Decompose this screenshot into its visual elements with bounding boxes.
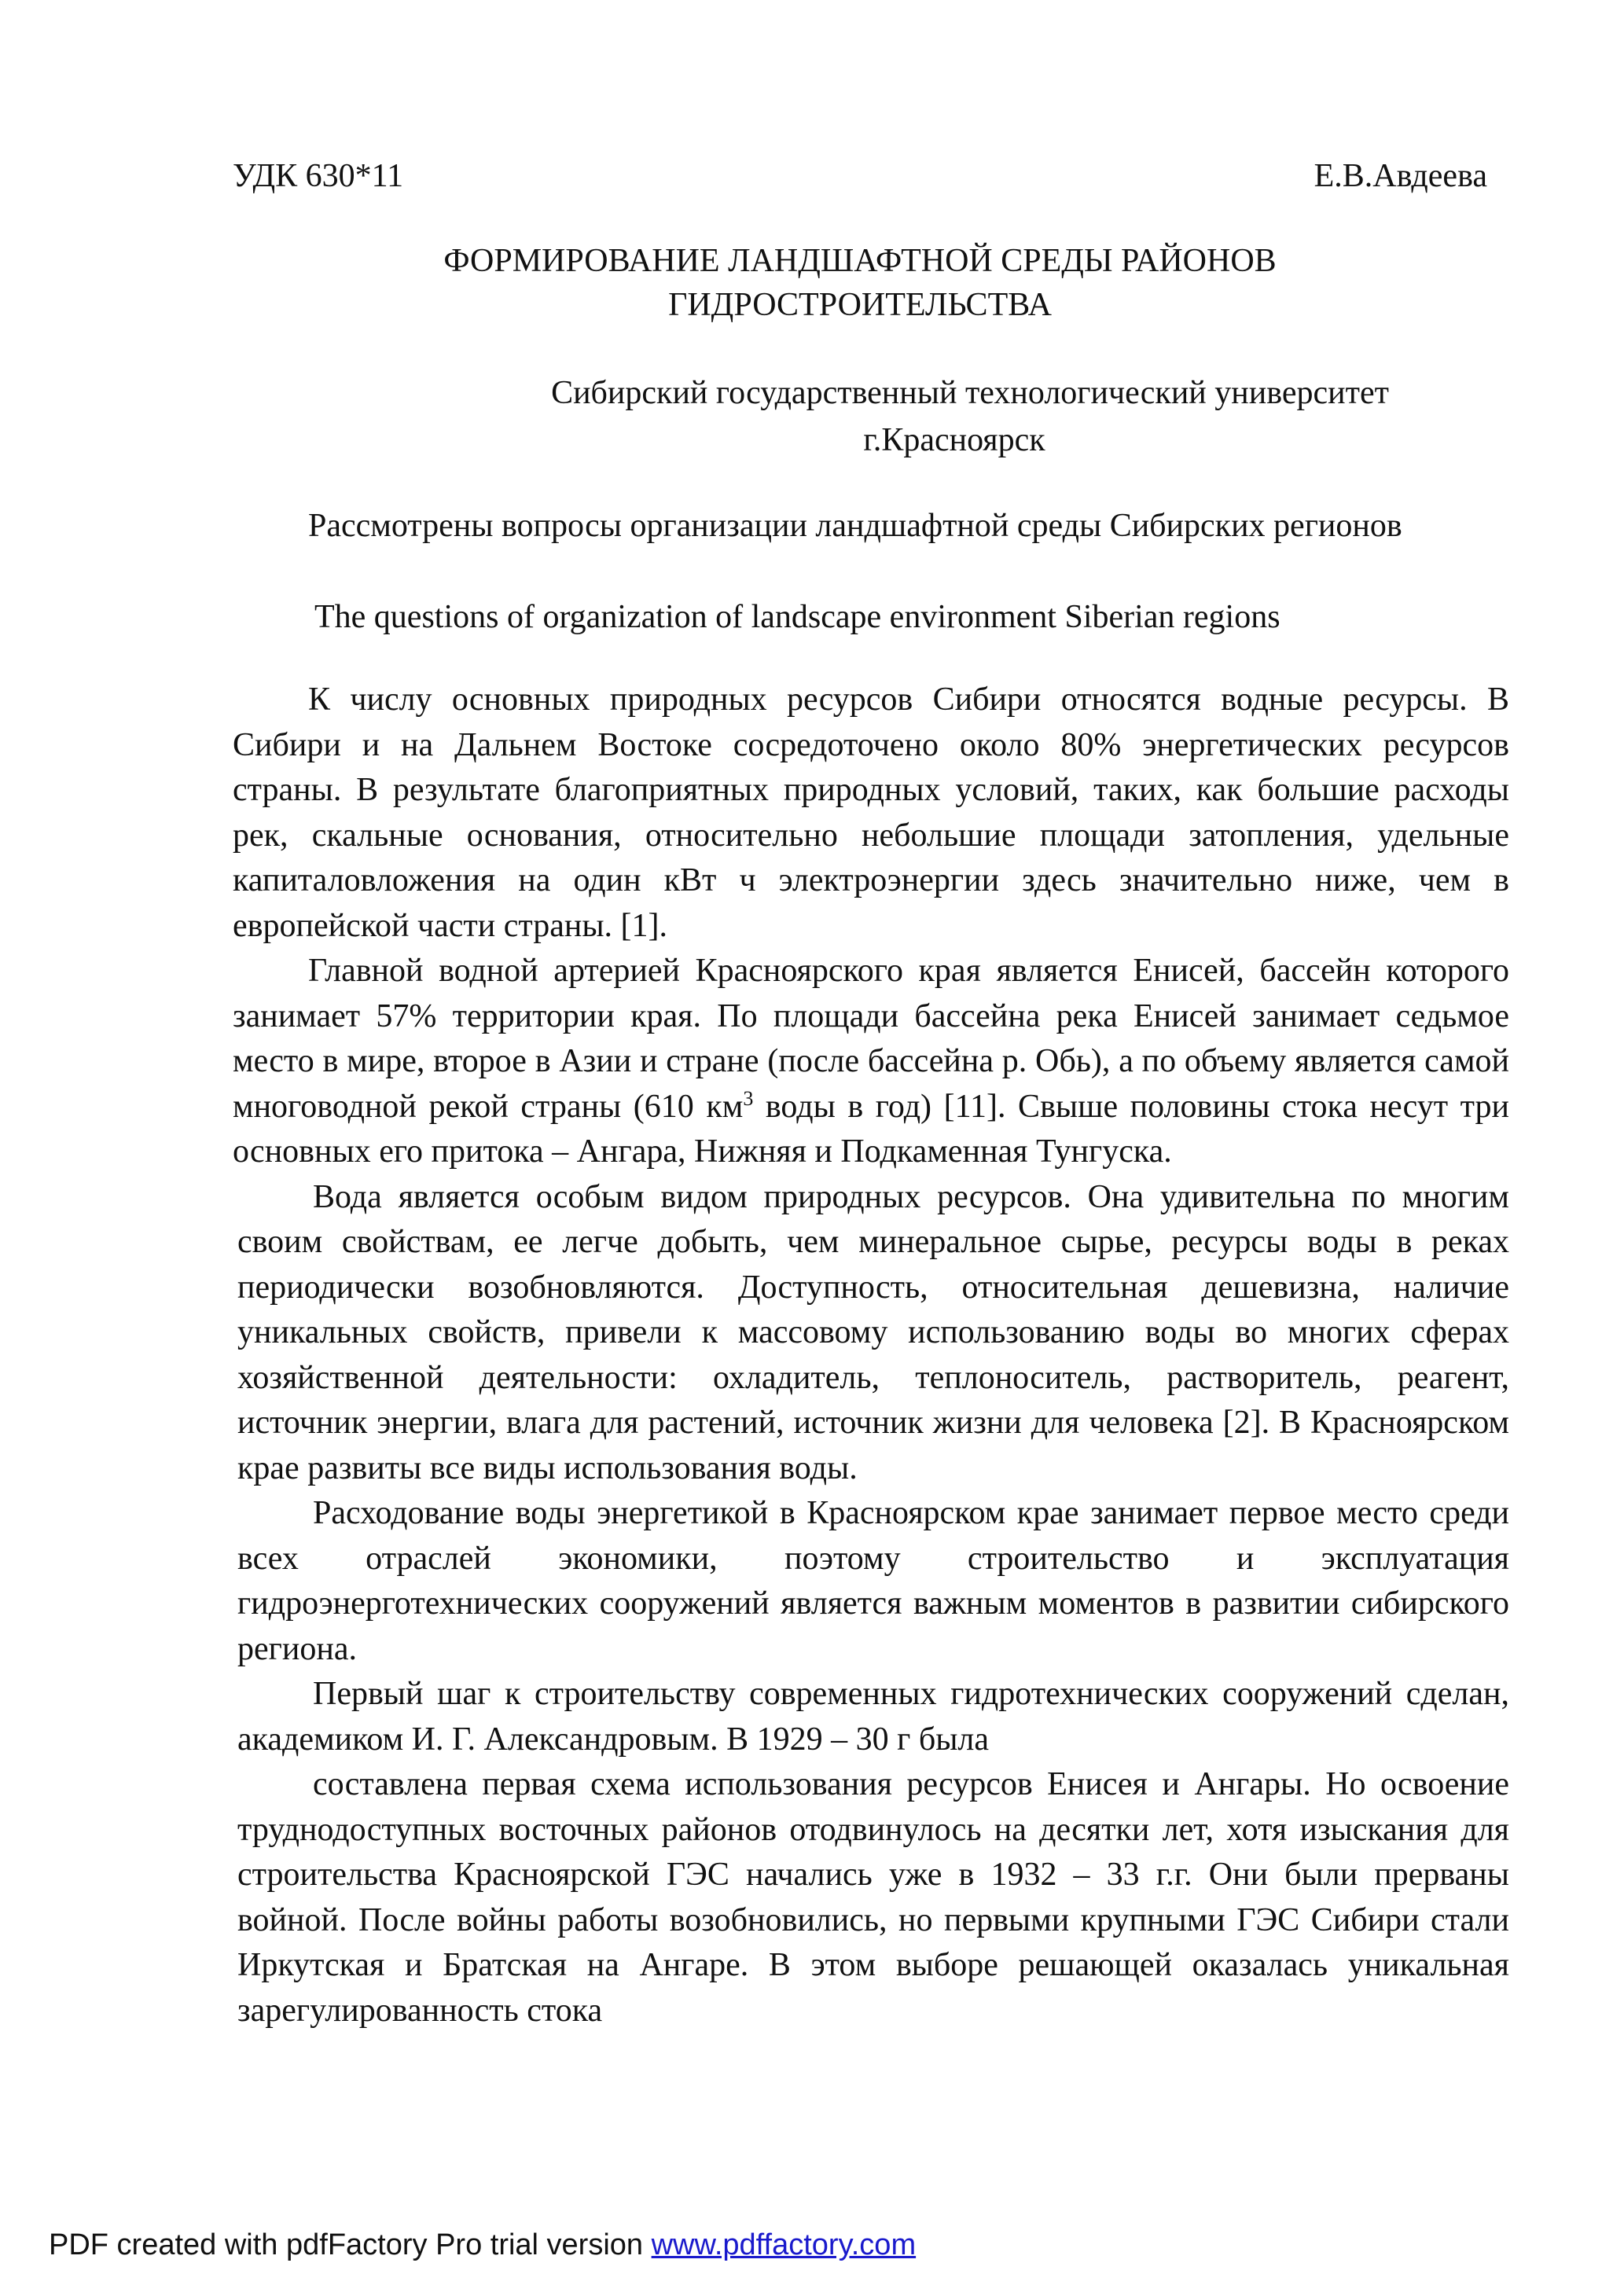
paper-title xyxy=(233,239,1487,327)
title-line-2: ГИДРОСТРОИТЕЛЬСТВА xyxy=(668,287,1052,323)
author-name: Е.В.Авдеева xyxy=(1314,158,1487,194)
paragraph-4: Расходование воды энергетикой в Красноярском крае занимает первое место среди всех отраслей экономики, поэтому строительство и эксплуатация гидроэнерготехнических сооружений является важным моментов в развитии сибирского региона. xyxy=(237,1495,1509,1667)
paragraph-3: Вода является особым видом природных ресурсов. Она удивительна по многим своим свойствам, ее легче добыть, чем минеральное сырье, ресурсы воды в реках периодически возобновляются. Доступность, относительная дешевизна, наличие уникальных свойств, привели к массовому использованию воды во многих сферах хозяйственной деятельности: охладитель, теплоноситель, растворитель, реагент, источник энергии, влага для растений, источник жизни для человека [2]. В Красноярском крае развиты все виды использования воды. xyxy=(237,1178,1509,1486)
body-text xyxy=(233,678,1509,2033)
superscript-3: 3 xyxy=(743,1086,754,1110)
paragraph-5: Первый шаг к строительству современных гидротехнических сооружений сделан, академиком И. Г. Александровым. В 1929 – 30 г была xyxy=(237,1676,1509,1758)
paragraph-2-text-b: воды в год) [11]. Свыше половины стока несут три основных его притока – Ангара, Нижняя и Подкаменная Тунгуска. xyxy=(233,1088,1509,1170)
affiliation xyxy=(233,369,1487,464)
university-name: Сибирский государственный технологический университет xyxy=(551,375,1389,411)
city-name: г.Красноярск xyxy=(863,422,1045,458)
header-row xyxy=(233,152,1506,200)
paragraph-2-text-a: Главной водной артерией Красноярского края является Енисей, бассейн которого занимает 57% территории края. По площади бассейна река Енисей занимает седьмое место в мире, второе в Азии и стране (после бассейна р. Обь), а по объему является самой многоводной рекой страны (610 км xyxy=(233,953,1509,1125)
footer-link[interactable]: www.pdffactory.com xyxy=(651,2228,917,2261)
paragraph-2 xyxy=(233,949,1509,1175)
footer-text: PDF created with pdfFactory Pro trial version xyxy=(49,2228,652,2261)
abstract-english: The questions of organization of landscape environment Siberian regions xyxy=(314,599,1280,635)
paragraph-1: К числу основных природных ресурсов Сибири относятся водные ресурсы. В Сибири и на Дальнем Востоке сосредоточено около 80% энергетических ресурсов страны. В результате благоприятных природных условий, таких, как большие расходы рек, скальные основания, относительно небольшие площади затопления, удельные капиталовложения на один кВт ч электроэнергии здесь значительно ниже, чем в европейской части страны. [1]. xyxy=(233,681,1509,944)
title-line-1: ФОРМИРОВАНИЕ ЛАНДШАФТНОЙ СРЕДЫ РАЙОНОВ xyxy=(443,243,1277,279)
abstract-russian: Рассмотрены вопросы организации ландшафтной среды Сибирских регионов xyxy=(308,508,1402,544)
udk-code: УДК 630*11 xyxy=(233,158,404,194)
paragraph-6: составлена первая схема использования ресурсов Енисея и Ангары. Но освоение труднодоступных восточных районов отодвинулось на десятки лет, хотя изыскания для строительства Красноярской ГЭС начались уже в 1932 – 33 г.г. Они были прерваны войной. После войны работы возобновились, но первыми крупными ГЭС Сибири стали Иркутская и Братская на Ангаре. В этом выборе решающей оказалась уникальная зарегулированность стока xyxy=(237,1766,1509,2029)
pdf-footer xyxy=(49,2226,916,2264)
